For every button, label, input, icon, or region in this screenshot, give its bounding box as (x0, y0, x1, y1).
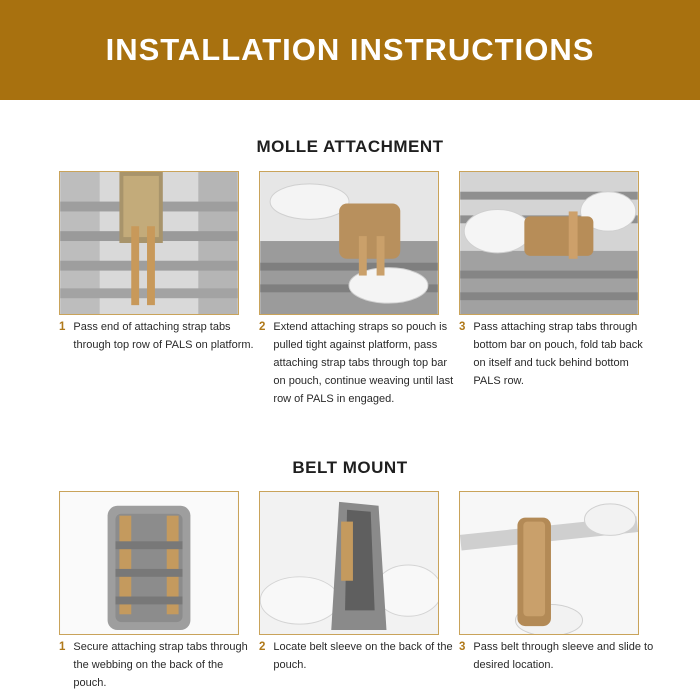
hands-tucking-image (460, 172, 638, 314)
belt-sleeve-image (260, 492, 438, 634)
pouch-back-image (60, 492, 238, 634)
step-text: Pass attaching strap tabs through bottom bar on pouch, fold tab back on itself and tuck behind bottom PALS row. (473, 321, 643, 387)
belt-section-heading: BELT MOUNT (292, 458, 408, 477)
molle-step-2-photo (259, 171, 439, 315)
step-number: 3 (459, 321, 466, 333)
belt-step-1-photo (59, 491, 239, 635)
belt-step-3 (459, 638, 654, 674)
belt-step-2-photo (259, 491, 439, 635)
molle-step-1-photo (59, 171, 239, 315)
molle-step-3 (459, 318, 654, 390)
step-text: Locate belt sleeve on the back of the pouch. (273, 641, 453, 671)
hands-weaving-image (260, 172, 438, 314)
step-text: Extend attaching straps so pouch is pulled tight against platform, pass attaching strap tabs through top bar on pouch, continue weaving until last row of PALS in engaged. (273, 321, 454, 405)
step-number: 2 (259, 641, 266, 653)
step-text: Secure attaching strap tabs through the webbing on the back of the pouch. (73, 641, 248, 689)
step-text: Pass belt through sleeve and slide to desired location. (473, 641, 654, 671)
step-number: 1 (59, 641, 66, 653)
header-banner (0, 0, 700, 100)
page-title: INSTALLATION INSTRUCTIONS (105, 32, 595, 67)
step-number: 3 (459, 641, 466, 653)
molle-step-2 (259, 318, 454, 408)
belt-step-3-photo (459, 491, 639, 635)
belt-step-1 (59, 638, 254, 692)
step-number: 1 (59, 321, 66, 333)
belt-step-2 (259, 638, 454, 674)
vest-pals-image (60, 172, 238, 314)
belt-slide-image (460, 492, 638, 634)
step-number: 2 (259, 321, 266, 333)
molle-step-1 (59, 318, 254, 354)
step-text: Pass end of attaching strap tabs through top row of PALS on platform. (73, 321, 254, 351)
molle-step-3-photo (459, 171, 639, 315)
molle-section-heading: MOLLE ATTACHMENT (256, 137, 444, 156)
